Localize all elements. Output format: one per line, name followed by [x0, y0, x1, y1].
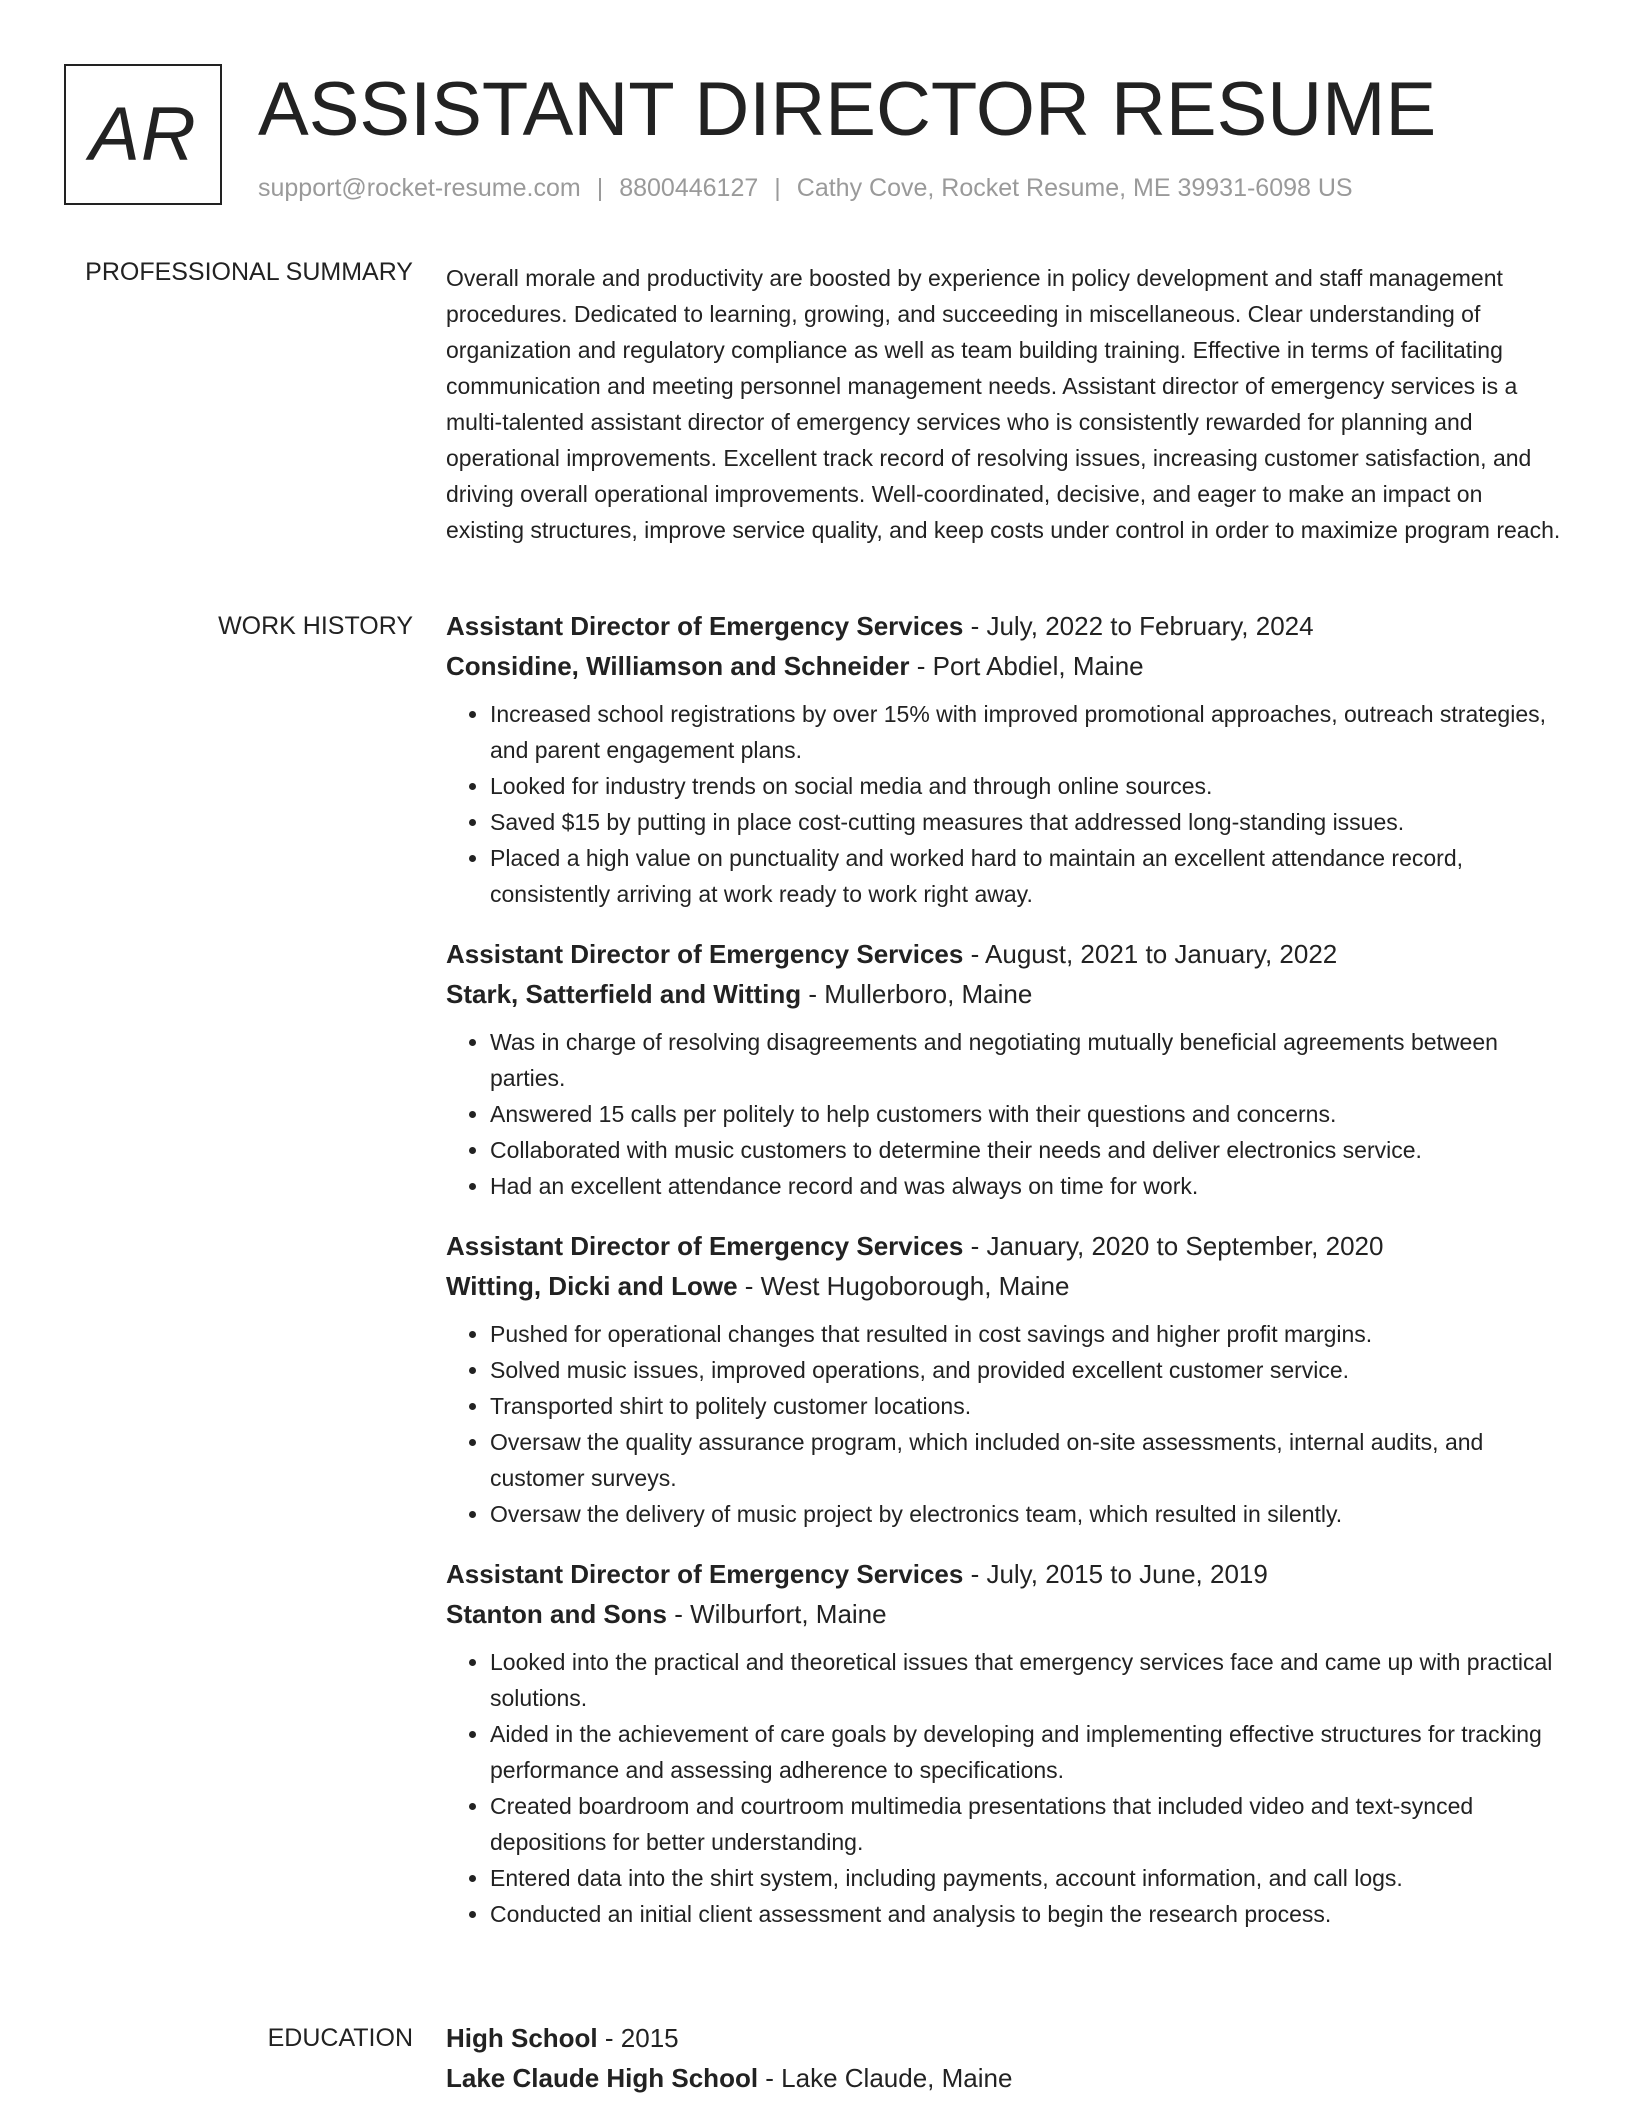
job-company-line	[446, 646, 1562, 686]
education-degree: High School	[446, 2023, 598, 2053]
job-bullet: • Created boardroom and courtroom multimedia presentations that included video and text-synced depositions for better understanding.	[490, 1788, 1562, 1860]
job-entry	[446, 606, 1562, 912]
job-bullet: • Oversaw the quality assurance program, which included on-site assessments, internal audits, and customer surveys.	[490, 1424, 1562, 1496]
job-location: - Wilburfort, Maine	[667, 1599, 887, 1629]
summary-body	[446, 260, 1562, 548]
job-bullets	[446, 1644, 1562, 1932]
job-bullets	[446, 1316, 1562, 1532]
monogram-logo: AR	[64, 64, 222, 205]
job-title-line	[446, 1226, 1562, 1266]
job-company-line	[446, 1594, 1562, 1634]
contact-email: support@rocket-resume.com	[258, 174, 581, 202]
education-degree-line	[446, 2018, 1562, 2058]
job-company: Stanton and Sons	[446, 1599, 667, 1629]
resume-title: ASSISTANT DIRECTOR RESUME	[258, 67, 1437, 152]
contact-line	[258, 174, 1353, 203]
job-company: Witting, Dicki and Lowe	[446, 1271, 738, 1301]
job-title-line	[446, 934, 1562, 974]
job-company: Considine, Williamson and Schneider	[446, 651, 910, 681]
job-company-line	[446, 974, 1562, 1014]
job-bullet: • Transported shirt to politely customer locations.	[490, 1388, 1562, 1424]
education-year: - 2015	[597, 2023, 679, 2053]
work-history-body	[446, 606, 1562, 1954]
job-location: - Mullerboro, Maine	[801, 979, 1033, 1009]
job-title: Assistant Director of Emergency Services	[446, 611, 964, 641]
job-bullet: • Collaborated with music customers to determine their needs and deliver electronics service.	[490, 1132, 1562, 1168]
job-title: Assistant Director of Emergency Services	[446, 1231, 964, 1261]
job-company: Stark, Satterfield and Witting	[446, 979, 802, 1009]
job-dates: - July, 2022 to February, 2024	[963, 611, 1314, 641]
job-entry	[446, 1226, 1562, 1532]
job-bullet: • Had an excellent attendance record and was always on time for work.	[490, 1168, 1562, 1204]
job-location: - Port Abdiel, Maine	[909, 651, 1144, 681]
job-title-line	[446, 606, 1562, 646]
job-dates: - January, 2020 to September, 2020	[963, 1231, 1384, 1261]
job-dates: - July, 2015 to June, 2019	[963, 1559, 1268, 1589]
education-label: EDUCATION	[267, 2024, 413, 2052]
job-dates: - August, 2021 to January, 2022	[963, 939, 1338, 969]
contact-phone: 8800446127	[619, 174, 759, 202]
contact-separator: |	[596, 174, 604, 202]
job-bullet: • Saved $15 by putting in place cost-cutting measures that addressed long-standing issues.	[490, 804, 1562, 840]
job-bullet: • Oversaw the delivery of music project by electronics team, which resulted in silently.	[490, 1496, 1562, 1532]
job-bullet: • Conducted an initial client assessment and analysis to begin the research process.	[490, 1896, 1562, 1932]
job-location: - West Hugoborough, Maine	[737, 1271, 1070, 1301]
job-title-line	[446, 1554, 1562, 1594]
job-bullet: • Entered data into the shirt system, including payments, account information, and call logs.	[490, 1860, 1562, 1896]
job-bullet: • Aided in the achievement of care goals by developing and implementing effective structures for tracking performance and assessing adherence to specifications.	[490, 1716, 1562, 1788]
job-title: Assistant Director of Emergency Services	[446, 1559, 964, 1589]
resume-header	[64, 64, 1568, 216]
summary-text: Overall morale and productivity are boosted by experience in policy development and staff management procedures. Dedicated to learning, growing, and succeeding in miscellaneous. Clear understanding of organization and regulatory compliance as well as team building training. Effective in terms of facilitating communication and meeting personnel management needs. Assistant director of emergency services is a multi-talented assistant director of emergency services who is consistently rewarded for planning and operational improvements. Excellent track record of resolving issues, increasing customer satisfaction, and driving overall operational improvements. Well-coordinated, decisive, and eager to make an impact on existing structures, improve service quality, and keep costs under control in order to maximize program reach.	[446, 265, 1561, 543]
job-bullet: • Pushed for operational changes that resulted in cost savings and higher profit margins.	[490, 1316, 1562, 1352]
job-bullets	[446, 1024, 1562, 1204]
job-bullet: • Solved music issues, improved operations, and provided excellent customer service.	[490, 1352, 1562, 1388]
job-title: Assistant Director of Emergency Services	[446, 939, 964, 969]
job-bullet: • Answered 15 calls per politely to help customers with their questions and concerns.	[490, 1096, 1562, 1132]
summary-label: PROFESSIONAL SUMMARY	[85, 258, 413, 286]
education-location: - Lake Claude, Maine	[758, 2063, 1013, 2093]
job-entry	[446, 934, 1562, 1204]
contact-address: Cathy Cove, Rocket Resume, ME 39931-6098 US	[796, 174, 1353, 202]
job-bullet: • Increased school registrations by over 15% with improved promotional approaches, outreach strategies, and parent engagement plans.	[490, 696, 1562, 768]
job-bullet: • Looked for industry trends on social media and through online sources.	[490, 768, 1562, 804]
job-company-line	[446, 1266, 1562, 1306]
job-bullet: • Was in charge of resolving disagreements and negotiating mutually beneficial agreements between parties.	[490, 1024, 1562, 1096]
education-school: Lake Claude High School	[446, 2063, 759, 2093]
work-history-label: WORK HISTORY	[218, 612, 413, 640]
job-bullets	[446, 696, 1562, 912]
contact-separator: |	[774, 174, 781, 202]
education-school-line	[446, 2058, 1562, 2098]
job-entry	[446, 1554, 1562, 1932]
job-bullet: • Placed a high value on punctuality and worked hard to maintain an excellent attendance record, consistently arriving at work ready to work right away.	[490, 840, 1562, 912]
education-body	[446, 2018, 1562, 2098]
job-bullet: • Looked into the practical and theoretical issues that emergency services face and came up with practical solutions.	[490, 1644, 1562, 1716]
